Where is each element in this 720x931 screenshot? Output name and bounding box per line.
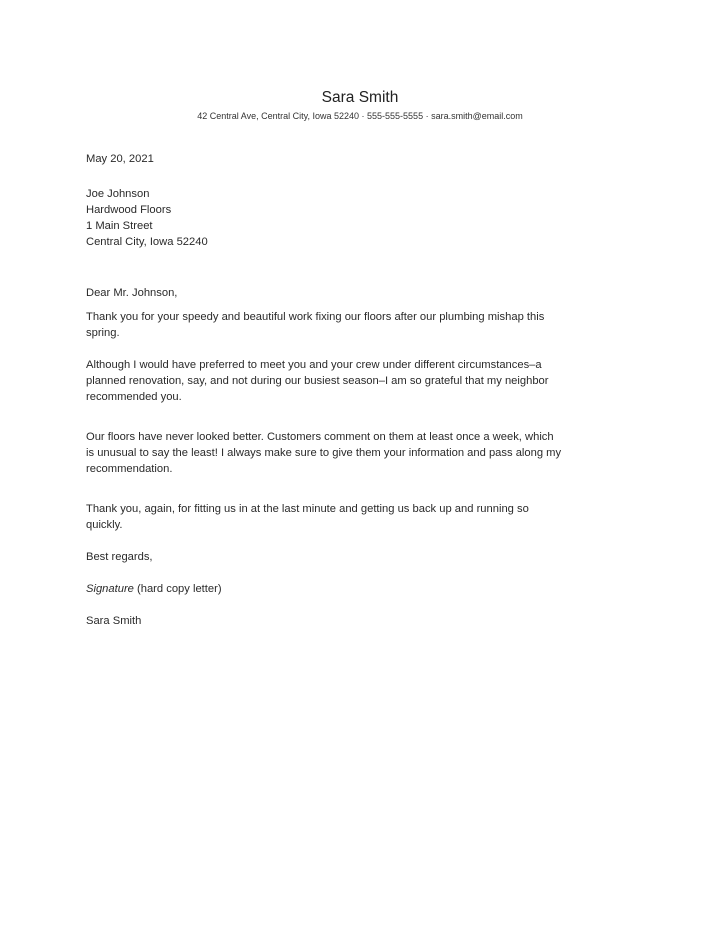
paragraph-results: [86, 429, 646, 477]
paragraph-line: spring.: [86, 327, 120, 339]
paragraph-line: planned renovation, say, and not during our busiest season–I am so grateful that my neighbor: [86, 375, 549, 387]
paragraph-line: recommended you.: [86, 391, 182, 403]
paragraph-line: Thank you for your speedy and beautiful work fixing our floors after our plumbing mishap this: [86, 311, 545, 323]
paragraph-line: Our floors have never looked better. Customers comment on them at least once a week, which: [86, 431, 554, 443]
paragraph-line: Thank you, again, for fitting us in at the last minute and getting us back up and running so: [86, 503, 529, 515]
recipient-street: 1 Main Street: [86, 220, 153, 232]
recipient-address: [86, 186, 646, 250]
paragraph-closing-thanks: [86, 501, 646, 533]
letterhead: [0, 88, 720, 122]
recipient-company: Hardwood Floors: [86, 204, 172, 216]
signer-name: Sara Smith: [86, 615, 142, 627]
sender-name: Sara Smith: [321, 89, 399, 106]
signature-note: (hard copy letter): [133, 583, 222, 595]
paragraph-line: is unusual to say the least! I always make sure to give them your information and pass along my: [86, 447, 562, 459]
complimentary-close: Best regards,: [86, 551, 153, 563]
signature-line: [86, 581, 646, 597]
paragraph-line: recommendation.: [86, 463, 173, 475]
signature-label: Signature: [86, 583, 134, 595]
recipient-city: Central City, Iowa 52240: [86, 236, 208, 248]
recipient-name: Joe Johnson: [86, 188, 150, 200]
paragraph-circumstances: [86, 357, 646, 405]
paragraph-line: quickly.: [86, 519, 123, 531]
salutation: Dear Mr. Johnson,: [86, 287, 178, 299]
letter-date: May 20, 2021: [86, 153, 154, 165]
sender-contact-info: 42 Central Ave, Central City, Iowa 52240 · 555-555-5555 · sara.smith@email.com: [197, 111, 523, 121]
paragraph-thanks: [86, 309, 646, 341]
paragraph-line: Although I would have preferred to meet you and your crew under different circumstances–a: [86, 359, 542, 371]
